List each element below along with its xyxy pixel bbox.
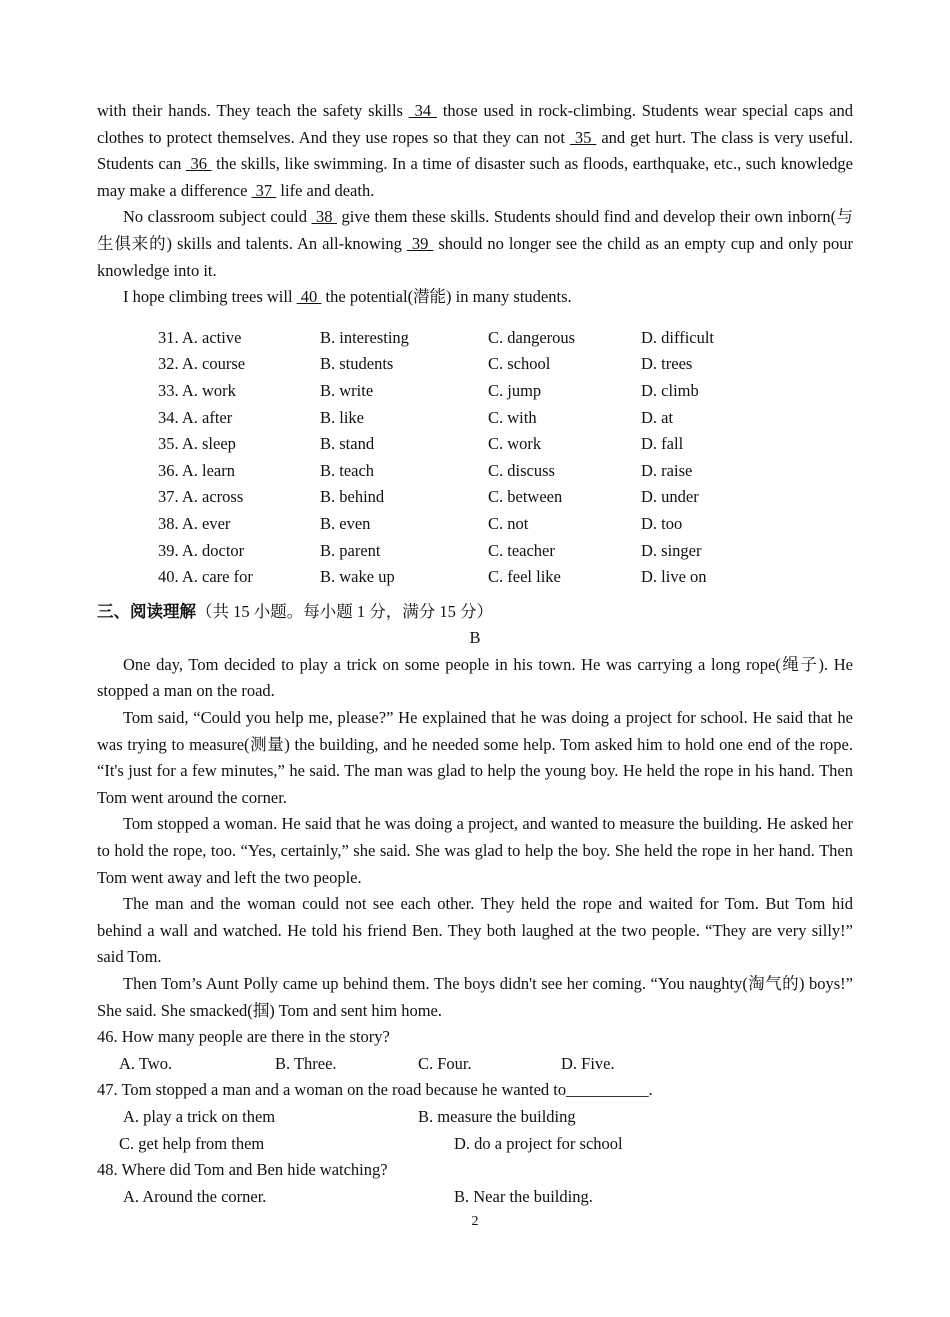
cloze-paragraph-3: I hope climbing trees will 40 the potential(潜能) in many students. [123,287,572,307]
blank-38: 38 [311,207,338,227]
blank-40: 40 [296,287,322,307]
q47-option-d: D. do a project for school [454,1133,623,1153]
cloze-options-table [158,325,761,591]
option-a: 37. A. across [158,487,244,507]
option-a: 40. A. care for [158,567,253,587]
q48-option-a: A. Around the corner. [123,1186,267,1206]
option-d: D. at [641,407,674,427]
option-a: 31. A. active [158,327,242,347]
option-row-31 [158,325,761,352]
option-row-32 [158,351,761,378]
option-row-39 [158,538,761,565]
option-d: D. live on [641,567,707,587]
question-46-options [97,1051,853,1078]
q46-option-b: B. Three. [275,1053,337,1073]
option-d: D. under [641,487,699,507]
option-d: D. raise [641,460,693,480]
q48-option-b: B. Near the building. [454,1186,593,1206]
option-row-35 [158,431,761,458]
question-47-options-row-2 [97,1131,853,1158]
passage-paragraph-1: One day, Tom decided to play a trick on some people in his town. He was carrying a long rope(绳子). He stopped a man on the road. [97,654,853,701]
option-c: C. teacher [488,540,555,560]
section-heading [97,599,853,626]
option-c: C. not [488,513,529,533]
section-note: （共 15 小题。每小题 1 分，满分 15 分） [196,601,493,621]
option-row-40 [158,564,761,591]
option-b: B. behind [320,487,385,507]
blank-34: 34 [408,101,437,120]
option-d: D. singer [641,540,702,560]
option-b: B. stand [320,434,375,454]
question-48-options [97,1184,853,1211]
option-row-38 [158,511,761,538]
blank-36: 36 [185,154,212,174]
option-d: D. fall [641,434,684,454]
option-d: D. climb [641,380,699,400]
option-c: C. feel like [488,567,561,587]
option-d: D. too [641,513,683,533]
cloze-paragraph-1: with their hands. They teach the safety skills 34 those used in rock-climbing. Students wear special caps and clothes to protect themselves. And they use ropes so that they can not 35 and get hurt. The class is very useful. Students can 36 the skills, like swimming. In a time of disaster such as floods, earthquake, etc., such knowledge may make a difference 37 life and death. [97,101,854,200]
option-b: B. teach [320,460,375,480]
q46-option-a: A. Two. [119,1053,173,1073]
passage-label: B [469,628,481,648]
option-b: B. interesting [320,327,409,347]
option-c: C. between [488,487,563,507]
option-a: 38. A. ever [158,513,231,533]
q47-option-c: C. get help from them [119,1133,265,1153]
option-row-34 [158,405,761,432]
option-c: C. discuss [488,460,555,480]
q47-option-b: B. measure the building [418,1106,576,1126]
option-c: C. school [488,354,551,374]
option-c: C. dangerous [488,327,576,347]
option-row-37 [158,484,761,511]
option-b: B. students [320,354,394,374]
blank-37: 37 [251,180,277,200]
option-a: 33. A. work [158,380,236,400]
option-b: B. even [320,513,371,533]
option-c: C. with [488,407,537,427]
question-46-stem: 46. How many people are there in the story? [97,1027,390,1047]
option-a: 35. A. sleep [158,434,236,454]
option-a: 32. A. course [158,354,246,374]
q46-option-d: D. Five. [561,1053,615,1073]
option-a: 34. A. after [158,407,233,427]
q47-option-a: A. play a trick on them [123,1106,276,1126]
option-d: D. difficult [641,327,715,347]
section-title: 三、阅读理解 [97,601,196,621]
option-row-33 [158,378,761,405]
option-b: B. like [320,407,364,427]
passage-paragraph-2: Tom said, “Could you help me, please?” He explained that he was doing a project for school. He said that he was trying to measure(测量) the building, and he needed some help. Tom asked him to hold one end of the rope. “It's just for a few minutes,” he said. The man was glad to help the young boy. He held the rope in his hand. Then Tom went around the corner. [97,708,853,807]
passage-paragraph-3: Tom stopped a woman. He said that he was doing a project, and wanted to measure the building. He asked her to hold the rope, too. “Yes, certainly,” she said. She was glad to help the boy. She held the rope in her hand. Then Tom went away and left the two people. [97,814,853,887]
passage-paragraph-4: The man and the woman could not see each other. They held the rope and waited for Tom. But Tom hid behind a wall and watched. He told his friend Ben. They both laughed at the two people. “They are very silly!” said Tom. [97,894,853,967]
option-d: D. trees [641,354,693,374]
exam-page [97,98,853,1210]
page-number: 2 [471,1214,479,1229]
option-row-36 [158,458,761,485]
q46-option-c: C. Four. [418,1053,472,1073]
option-a: 39. A. doctor [158,540,245,560]
question-47-stem: 47. Tom stopped a man and a woman on the road because he wanted to__________. [97,1080,653,1100]
option-b: B. wake up [320,567,395,587]
blank-39: 39 [406,233,434,253]
option-a: 36. A. learn [158,460,235,480]
option-b: B. parent [320,540,381,560]
question-48-stem: 48. Where did Tom and Ben hide watching? [97,1160,388,1180]
option-c: C. work [488,434,542,454]
option-b: B. write [320,380,374,400]
question-47-options-row-1 [97,1104,853,1131]
cloze-paragraph-2: No classroom subject could 38 give them these skills. Students should find and develop their own inborn(与生俱来的) skills and talents. An all-knowing 39 should no longer see the child as an empty cup and only pour knowledge into it. [97,207,854,280]
passage-paragraph-5: Then Tom’s Aunt Polly came up behind them. The boys didn't see her coming. “You naughty(淘气的) boys!” She said. She smacked(掴) Tom and sent him home. [97,974,853,1020]
option-c: C. jump [488,380,542,400]
blank-35: 35 [569,127,597,147]
